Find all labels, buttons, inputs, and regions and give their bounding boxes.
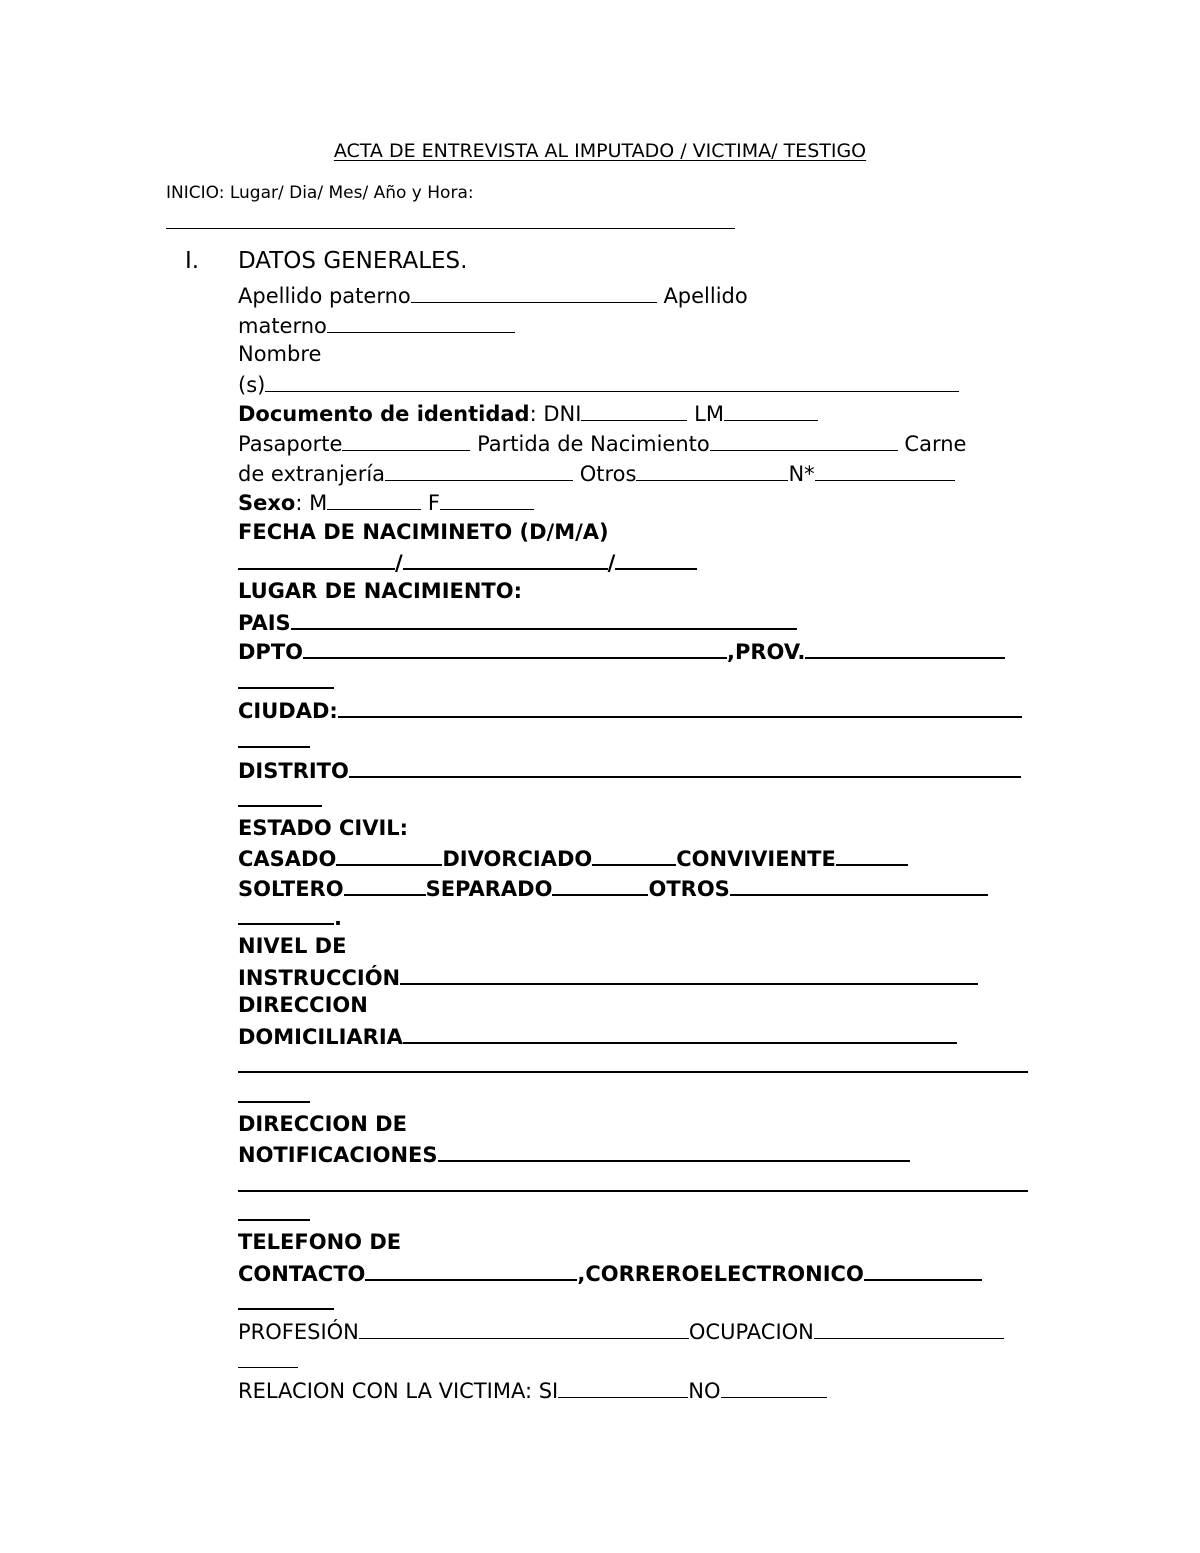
fecha-nacimiento-label: FECHA DE NACIMINETO (D/M/A): [238, 519, 609, 544]
inicio-fill-line[interactable]: [166, 228, 735, 229]
nombre-field[interactable]: [265, 370, 959, 392]
dni-field[interactable]: [581, 399, 687, 421]
section-title: DATOS GENERALES.: [238, 248, 468, 274]
form-line: [238, 932, 1038, 962]
ocupacion-label: OCUPACION: [688, 1319, 814, 1344]
inicio-label: INICIO: Lugar/ Dia/ Mes/ Año y Hora:: [166, 183, 474, 203]
otros-estado-label: OTROS: [648, 876, 730, 901]
form-line: [238, 1169, 1038, 1199]
nivel-label: NIVEL DE: [238, 934, 347, 959]
casado-label: CASADO: [238, 847, 337, 872]
form-line: [238, 370, 1038, 400]
estado-civil-label: ESTADO CIVIL:: [238, 815, 409, 840]
form-line: [238, 1198, 1038, 1228]
notificaciones-field-3[interactable]: [238, 1198, 310, 1221]
notificaciones-field[interactable]: [438, 1139, 910, 1162]
pais-field[interactable]: [291, 607, 797, 630]
pais-label: PAIS: [238, 610, 291, 635]
domiciliaria-label: DOMICILIARIA: [238, 1024, 403, 1049]
relacion-label: RELACION CON LA VICTIMA: SI: [238, 1378, 559, 1403]
sexo-f-field[interactable]: [440, 488, 534, 510]
ocupacion-field[interactable]: [814, 1317, 1004, 1339]
dni-label: DNI: [543, 402, 582, 427]
apellido-paterno-label: Apellido paterno: [238, 284, 411, 308]
lugar-nacimiento-label: LUGAR DE NACIMIENTO:: [238, 578, 523, 603]
form-line: [238, 1258, 1038, 1288]
distrito-field[interactable]: [349, 755, 1021, 778]
sexo-label: Sexo: [238, 491, 296, 516]
form-line: [238, 459, 1038, 489]
form-line: [238, 399, 1038, 429]
sexo-colon: :: [295, 491, 310, 516]
form-line: [238, 1287, 1038, 1317]
otros-estado-field-continuation[interactable]: [238, 902, 334, 925]
fecha-mes-field[interactable]: [403, 547, 608, 570]
pasaporte-label: Pasaporte: [238, 431, 343, 456]
correo-field[interactable]: [864, 1258, 982, 1281]
relacion-si-field[interactable]: [558, 1376, 688, 1398]
dpto-label: DPTO: [238, 640, 303, 665]
ciudad-label: CIUDAD:: [238, 699, 338, 724]
fecha-slash: /: [607, 551, 616, 576]
notificaciones-field-2[interactable]: [238, 1169, 1028, 1192]
form-line: [238, 636, 1038, 666]
soltero-field[interactable]: [344, 873, 426, 896]
form-line: [238, 1376, 1038, 1406]
form-line: [238, 991, 1038, 1021]
apellido-paterno-field[interactable]: [411, 281, 657, 303]
otros-estado-field[interactable]: [730, 873, 988, 896]
prov-label: ,PROV.: [727, 640, 806, 665]
telefono-field[interactable]: [365, 1258, 577, 1281]
extranjeria-label: de extranjería: [238, 461, 386, 486]
form-line: [238, 1110, 1038, 1140]
casado-field[interactable]: [336, 843, 442, 866]
form-line: [238, 1139, 1038, 1169]
form-line: [238, 1228, 1038, 1258]
carne-extranjeria-field[interactable]: [385, 459, 573, 481]
form-body: [238, 281, 1038, 1406]
apellido-materno-label: Apellido: [663, 284, 748, 308]
distrito-label: DISTRITO: [238, 758, 349, 783]
form-line: [238, 547, 1038, 577]
direccion-domiciliaria-field[interactable]: [403, 1021, 957, 1044]
form-line: [238, 1080, 1038, 1110]
direccion-label: DIRECCION: [238, 993, 368, 1018]
form-line: [238, 1317, 1038, 1347]
document-title: ACTA DE ENTREVISTA AL IMPUTADO / VICTIMA/ TESTIGO: [333, 140, 867, 162]
notificaciones-label: NOTIFICACIONES: [238, 1143, 438, 1168]
form-line: [238, 725, 1038, 755]
form-line: [238, 1050, 1038, 1080]
form-line: [238, 607, 1038, 637]
sexo-m-label: M: [309, 491, 328, 516]
instruccion-label: INSTRUCCIÓN: [238, 965, 401, 990]
nombre-s-label: (s): [238, 372, 266, 397]
form-line: [238, 577, 1038, 607]
sexo-f-label: F: [427, 491, 441, 516]
section-number: I.: [185, 248, 200, 274]
fecha-anio-field[interactable]: [615, 547, 697, 570]
ciudad-field-continuation[interactable]: [238, 725, 310, 748]
lm-label: LM: [694, 402, 724, 427]
relacion-no-label: NO: [688, 1378, 721, 1403]
form-line: [238, 281, 1038, 311]
profesion-label: PROFESIÓN: [238, 1319, 359, 1344]
numero-label: N*: [788, 461, 815, 486]
documento-colon: :: [529, 402, 544, 427]
pasaporte-field[interactable]: [342, 429, 470, 451]
fecha-slash: /: [395, 551, 403, 576]
form-line: [238, 784, 1038, 814]
form-line: [238, 311, 1038, 341]
sexo-m-field[interactable]: [327, 488, 421, 510]
fecha-dia-field[interactable]: [238, 547, 395, 570]
apellido-materno-field[interactable]: [327, 311, 515, 333]
contacto-label: CONTACTO: [238, 1261, 366, 1286]
distrito-field-continuation[interactable]: [238, 784, 322, 807]
form-line: [238, 1021, 1038, 1051]
form-line: [238, 814, 1038, 844]
telefono-de-label: TELEFONO DE: [238, 1230, 402, 1254]
form-line: [238, 843, 1038, 873]
form-line: [238, 755, 1038, 785]
direccion-domiciliaria-field-3[interactable]: [238, 1080, 310, 1103]
form-line: [238, 962, 1038, 992]
divorciado-label: DIVORCIADO: [442, 847, 593, 872]
documento-label: Documento de identidad: [238, 402, 530, 427]
divorciado-field[interactable]: [592, 843, 676, 866]
carne-label: Carne: [904, 431, 967, 456]
dpto-field[interactable]: [303, 636, 727, 659]
lm-field[interactable]: [724, 399, 818, 421]
form-line: [238, 666, 1038, 696]
direccion-domiciliaria-field-2[interactable]: [238, 1050, 1028, 1073]
form-line: [238, 488, 1038, 518]
correo-field-continuation[interactable]: [238, 1287, 334, 1310]
instruccion-field[interactable]: [400, 962, 978, 985]
partida-label: Partida de Nacimiento: [477, 431, 710, 456]
form-line: [238, 518, 1038, 548]
form-line: [238, 873, 1038, 903]
separado-label: SEPARADO: [425, 876, 553, 901]
form-line: [238, 902, 1038, 932]
ocupacion-field-continuation[interactable]: [238, 1346, 298, 1368]
otros-field[interactable]: [636, 459, 788, 481]
nombre-label: Nombre: [238, 342, 322, 367]
form-line: [238, 695, 1038, 725]
numero-field[interactable]: [815, 459, 955, 481]
otros-label: Otros: [579, 461, 637, 486]
soltero-label: SOLTERO: [238, 876, 344, 901]
ciudad-field[interactable]: [338, 695, 1022, 718]
direccion-de-label: DIRECCION DE: [238, 1111, 407, 1136]
materno-label: materno: [238, 313, 327, 338]
prov-field[interactable]: [805, 636, 1005, 659]
form-line: [238, 1346, 1038, 1376]
form-line: [238, 429, 1038, 459]
partida-field[interactable]: [710, 429, 898, 451]
conviviente-field[interactable]: [836, 843, 908, 866]
prov-field-continuation[interactable]: [238, 666, 334, 689]
separado-field[interactable]: [552, 873, 648, 896]
profesion-field[interactable]: [359, 1317, 689, 1339]
conviviente-label: CONVIVIENTE: [676, 847, 836, 872]
period: .: [334, 906, 342, 931]
form-line: [238, 340, 1038, 370]
relacion-no-field[interactable]: [721, 1376, 827, 1398]
correo-label: ,CORREROELECTRONICO: [577, 1261, 864, 1286]
